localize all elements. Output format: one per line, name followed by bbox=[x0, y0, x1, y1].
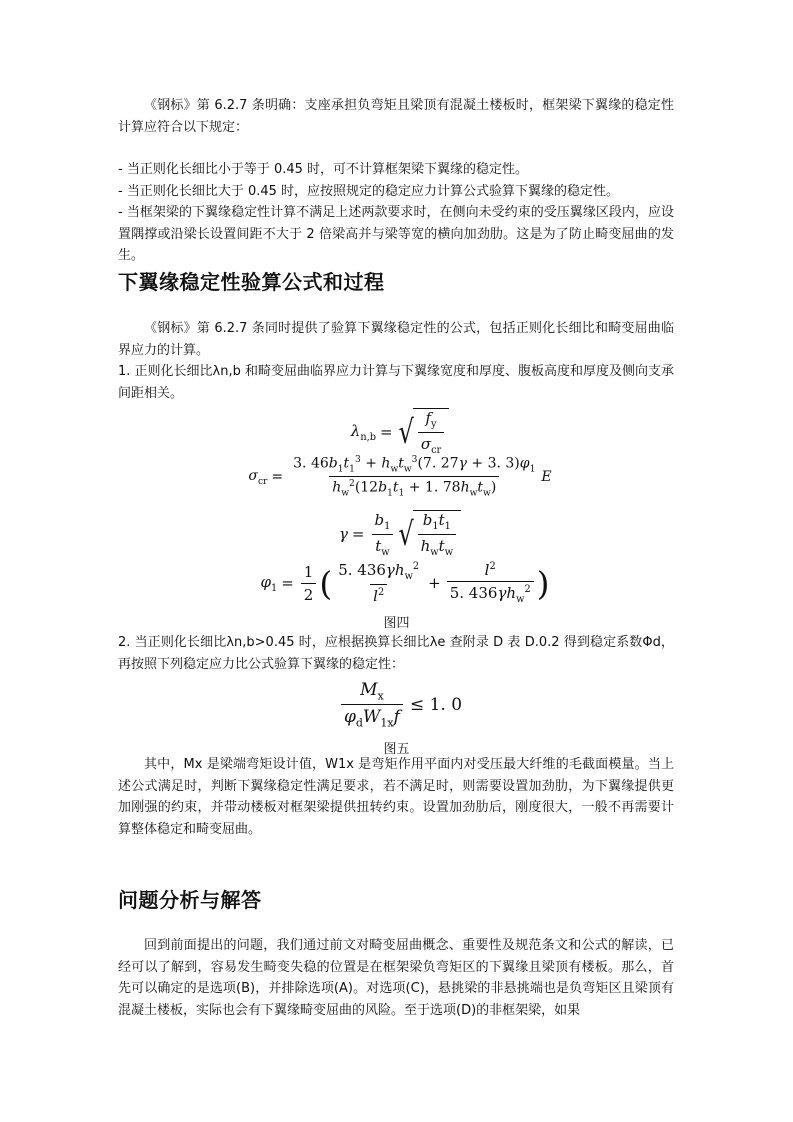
section-heading: 下翼缘稳定性验算公式和过程 bbox=[118, 270, 385, 294]
body-paragraph: 《钢标》第 6.2.7 条同时提供了验算下翼缘稳定性的公式，包括正则化长细比和畸变屈曲临界应力的计算。 bbox=[118, 321, 674, 358]
section-heading: 问题分析与解答 bbox=[118, 888, 262, 912]
bullet-item: - 当正则化长细比小于等于 0.45 时，可不计算框架梁下翼缘的稳定性。 bbox=[118, 162, 529, 177]
formula-stability-ratio: $\frac{M_x}{\varphi_dW_{1x}f}$ ≤ 1. 0 bbox=[300, 680, 500, 730]
formula-lambda: $\lambda_{n,b}$ = √ $\frac{f_y}{\sigma_{cr}}$ bbox=[260, 408, 540, 456]
formula-sigma-cr: $\sigma_{cr}$ = $\frac{3. 46b_1t_1^3 + h_wt_w^3(7. 27\gamma + 3. 3)\varphi_1}{h_w^2(12b_1t_1 + 1. 78h_wt_w)}$ E bbox=[248, 455, 552, 499]
body-paragraph: 其中，Mx 是梁端弯矩设计值，W1x 是弯矩作用平面内对受压最大纤维的毛截面模量。当上述公式满足时，判断下翼缘稳定性满足要求，若不满足时，则需要设置加劲肋，为下翼缘提供更加刚强的约束，并带动楼板对框架梁提供扭转约束。设置加劲肋后，刚度很大，一般不再需要计算整体稳定和畸变屈曲。 bbox=[118, 757, 674, 837]
formula-gamma: γ = $\frac{b_1}{t_w}$ √ $\frac{b_1t_1}{h_wt_w}$ bbox=[280, 510, 520, 558]
bullet-item: - 当正则化长细比大于 0.45 时，应按照规定的稳定应力计算公式验算下翼缘的稳定性。 bbox=[118, 184, 620, 199]
body-paragraph: 1. 正则化长细比λn,b 和畸变屈曲临界应力计算与下翼缘宽度和厚度、腹板高度和厚度及侧向支承间距相关。 bbox=[118, 364, 674, 401]
figure-caption: 图五 bbox=[383, 742, 410, 757]
intro-paragraph: 《钢标》第 6.2.7 条明确：支座承担负弯矩且梁顶有混凝土楼板时，框架梁下翼缘的稳定性计算应符合以下规定： bbox=[118, 98, 674, 135]
bullet-item: - 当框架梁的下翼缘稳定性计算不满足上述两款要求时，在侧向未受约束的受压翼缘区段内，应设置隅撑或沿梁长设置间距不大于 2 倍梁高并与梁等宽的横向加劲肋。这是为了防止畸变屈曲的发生。 bbox=[118, 205, 674, 263]
formula-e: E bbox=[541, 468, 552, 485]
formula-limit: ≤ 1. 0 bbox=[409, 694, 463, 715]
body-paragraph: 2. 当正则化长细比λn,b>0.45 时，应根据换算长细比λe 查附录 D 表 D.0.2 得到稳定系数Φd，再按照下列稳定应力比公式验算下翼缘的稳定性： bbox=[118, 635, 674, 672]
body-paragraph: 回到前面提出的问题，我们通过前文对畸变屈曲概念、重要性及规范条文和公式的解读，已经可以了解到，容易发生畸变失稳的位置是在框架梁负弯矩区的下翼缘且梁顶有楼板。那么，首先可以确定的是选项(B)，并排除选项(A)。对选项(C)，悬挑梁的非悬挑端也是负弯矩区且梁顶有混凝土楼板，实际也会有下翼缘畸变屈曲的风险。至于选项(D)的非框架梁，如果 bbox=[118, 938, 674, 1018]
formula-phi1: $\varphi_1$ = $\frac{1}{2}$ ( $\frac{5. 436\gamma h_w^2}{l^2}$ + $\frac{l^2}{5. 436\gamma h_w^2}$ ) bbox=[260, 561, 550, 605]
figure-caption: 图四 bbox=[383, 616, 410, 631]
